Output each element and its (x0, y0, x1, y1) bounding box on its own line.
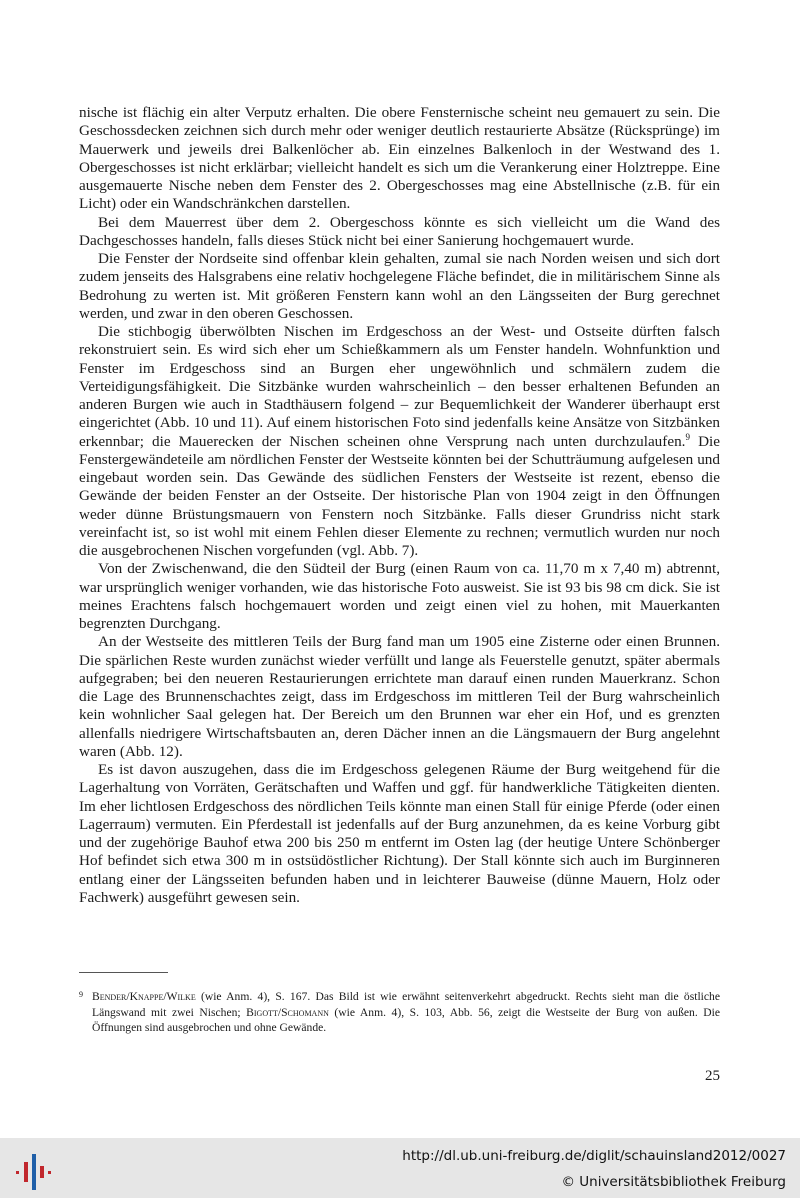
paragraph (79, 323, 720, 560)
footnote-author: Bigott/Schomann (246, 1005, 329, 1019)
footnote (79, 989, 720, 1036)
footnote-author: Bender/Knappe/Wilke (92, 990, 196, 1003)
paragraph: Von der Zwischenwand, die den Südteil der Burg (einen Raum von ca. 11,70 m x 7,40 m) abtrennt, war ursprünglich weniger vorhanden, wie das historische Foto ausweist. Sie ist 93 bis 98 cm dick. Sie ist meines Erachtens falsch hochgemauert worden und zeigt einen viel zu hohen, mit Mauerkanten begrenzten Durchgang. (79, 560, 720, 632)
footnote-divider (79, 972, 168, 973)
paragraph: Die Fenster der Nordseite sind offenbar klein gehalten, zumal sie nach Norden weisen und sich dort zudem jenseits des Halsgrabens eine relativ hochgelegene Fläche befindet, die in militärischem Sinne als Bedrohung zu werten ist. Mit größeren Fenstern kann wohl an den Längsseiten der Burg gerechnet werden, und zwar in den oberen Geschossen. (79, 250, 720, 322)
footnote-text: (wie Anm. 4), S. 103, Abb. 56, zeigt die Westseite der Burg von außen. Die Öffnungen sind ausgebrochen und ohne Gewände. (92, 1005, 720, 1034)
paragraph: Es ist davon auszugehen, dass die im Erdgeschoss gelegenen Räume der Burg weitgehend für die Lagerhaltung von Vorräten, Gerätschaften und Waffen und ggf. für handwerkliche Tätigkeiten dienten. Im eher lichtlosen Erdgeschoss des nördlichen Teils könnte man einen Stall für einige Pferde (oder einen Lagerraum) vermuten. Ein Pferdestall ist jedenfalls auf der Burg anzunehmen, da es keine Vorburg gibt und der zugehörige Bauhof etwa 200 bis 250 m entfernt im Osten lag (der heutige Untere Schönberger Hof befindet sich etwa 300 m in ostsüdöstlicher Richtung). Der Stall könnte sich auch im Burginneren entlang einer der Längsseiten befunden haben und in leichterer Bauweise (dünne Mauern, Holz oder Fachwerk) ausgeführt gewesen sein. (79, 761, 720, 906)
source-url-link[interactable]: http://dl.ub.uni-freiburg.de/diglit/schauinsland2012/0027 (402, 1148, 786, 1164)
footnote-text: (wie Anm. 4), S. 167. Das Bild ist wie erwähnt seitenverkehrt abgedruckt. Rechts sieht man die östliche Längswand mit zwei Nischen; (92, 990, 720, 1019)
copyright-text: © Universitätsbibliothek Freiburg (561, 1174, 786, 1190)
paragraph-text: Die Fenstergewändeteile am nördlichen Fenster der Westseite könnten bei der Schutträumung aufgelesen und eingebaut worden sein. Das Gewände des südlichen Fensters der Westseite ist rezent, ebenso die Gewände der beiden Fenster an der Ostseite. Der historische Plan von 1904 zeigt in den Öffnungen weder dünne Brüstungsmauern von Fenstern noch Sitzbänke. Falls dieser Grundriss nicht stark vereinfacht ist, so ist wohl mit einem Fehlen dieser Elemente zu rechnen; vermutlich wurden nur noch die ausgebrochenen Nischen vorgefunden (vgl. Abb. 7). (79, 432, 720, 559)
footnote-body (79, 989, 720, 1036)
footnote-reference[interactable]: 9 (685, 431, 690, 442)
body-text (79, 104, 720, 907)
footnote-number: 9 (79, 990, 83, 999)
paragraph: An der Westseite des mittleren Teils der Burg fand man um 1905 eine Zisterne oder einen Brunnen. Die spärlichen Reste wurden zunächst wieder verfüllt und lange als Feuerstelle genutzt, später abermals aufgegraben; bei den neueren Restaurierungen errichtete man darauf einen runden Mauerkranz. Schon die Lage des Brunnenschachtes zeigt, dass im Erdgeschoss im mittleren Teil der Burg wahrscheinlich kein wohnlicher Saal gelegen hat. Der Bereich um den Brunnen war eher ein Hof, und es grenzten allenfalls niedrigere Wirtschaftsbauten an, deren Dächer innen an die Längsmauern der Burg angelehnt waren (Abb. 12). (79, 633, 720, 760)
paragraph: nische ist flächig ein alter Verputz erhalten. Die obere Fensternische scheint neu gemauert zu sein. Die Geschossdecken zeichnen sich durch mehr oder weniger deutlich restaurierte Absätze (Rücksprünge) im Mauerwerk und jeweils drei Balkenlöcher ab. Ein einzelnes Balkenloch in der Westwand des 1. Obergeschosses ist nicht erklärbar; vielleicht handelt es sich um die Verankerung einer Holztreppe. Eine ausgemauerte Nische neben dem Fenster des 2. Obergeschosses mag eine Abstellnische (z.B. für ein Licht) oder ein Wandschränkchen darstellen. (79, 104, 720, 213)
library-logo-icon (14, 1152, 54, 1192)
paragraph: Bei dem Mauerrest über dem 2. Obergeschoss könnte es sich vielleicht um die Wand des Dachgeschosses handeln, falls dieses Stück nicht bei einer Sanierung hochgemauert wurde. (79, 213, 720, 249)
page-number: 25 (705, 1068, 720, 1084)
paragraph-text: Die stichbogig überwölbten Nischen im Erdgeschoss an der West- und Ostseite dürften falsch rekonstruiert sein. Es wird sich eher um Schießkammern als um Fenster handeln. Wohnfunktion und Fenster im Erdgeschoss sind an Burgen eher ungewöhnlich und schmälern zudem die Verteidigungsfähigkeit. Die Sitzbänke wurden wahrscheinlich – den besser erhaltenen Befunden an anderen Burgen wie auch in Stadthäusern folgend – zur Bequemlichkeit der Wanderer überhaupt erst eingerichtet (Abb. 10 und 11). Auf einem historischen Foto sind jedenfalls keine Ansätze von Sitzbänken erkennbar; die Mauerecken der Nischen scheinen ohne Versprung nach unten durchzulaufen. (79, 323, 720, 450)
